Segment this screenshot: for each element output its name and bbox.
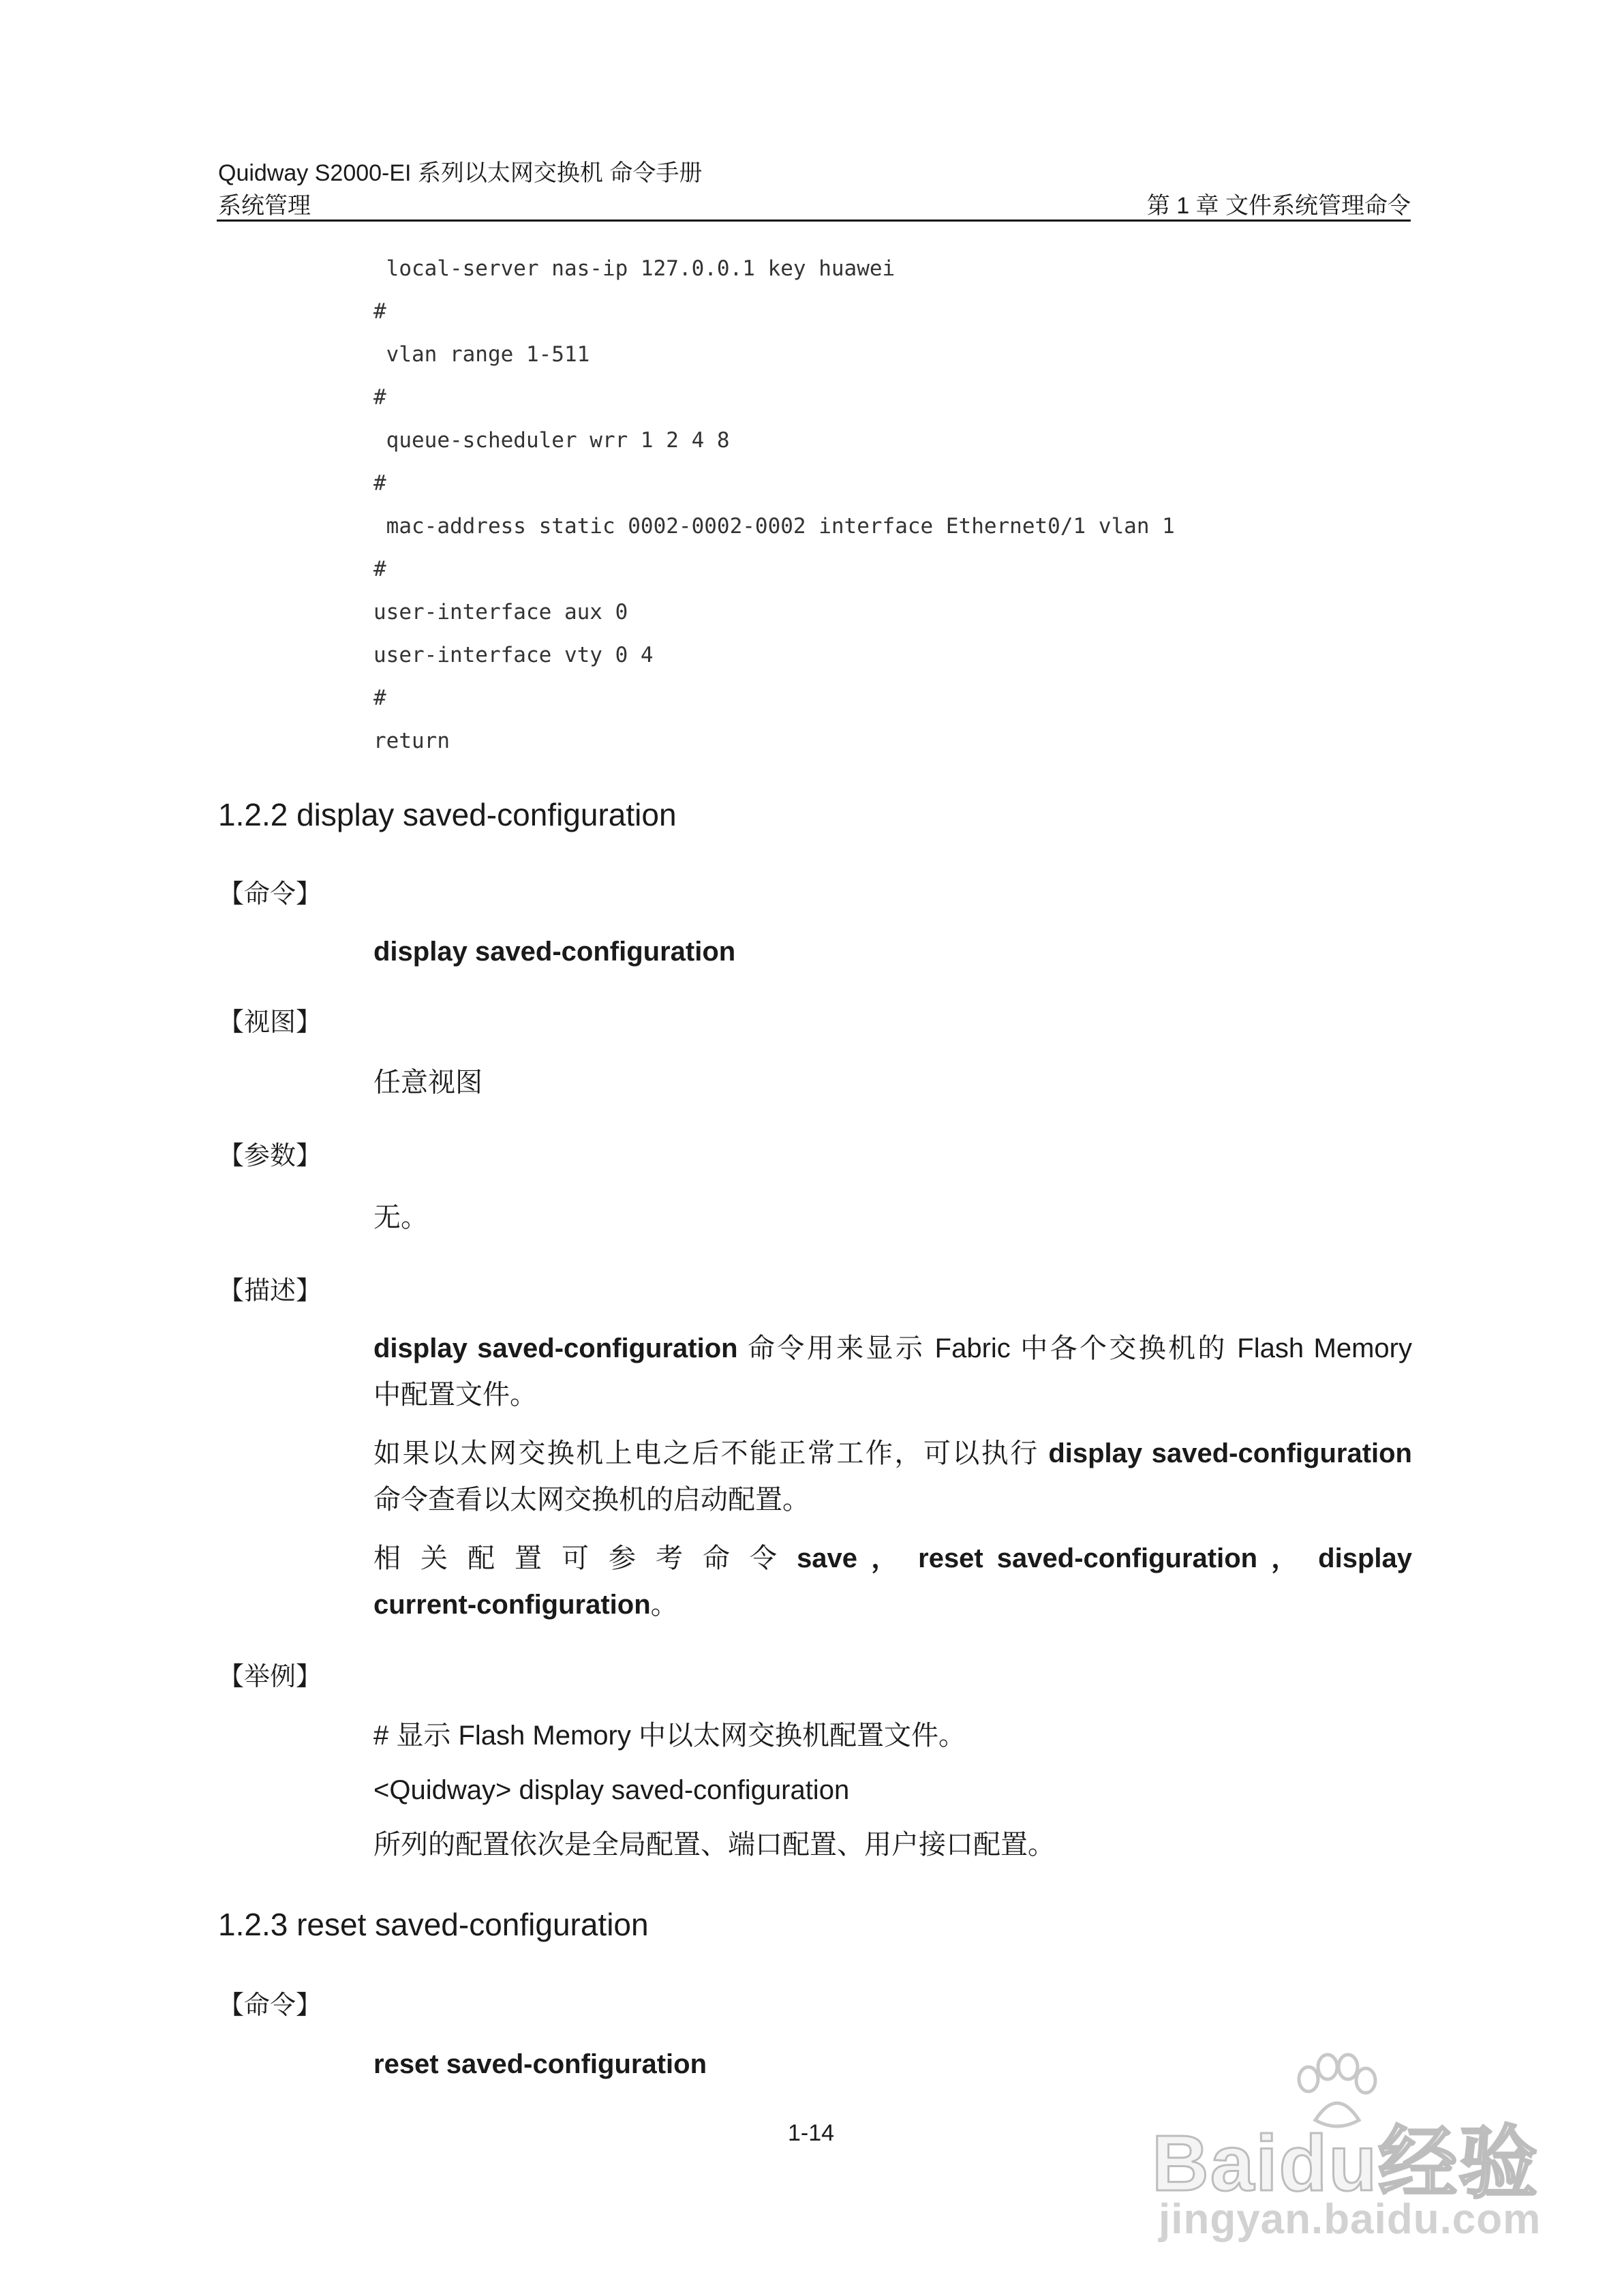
config-code-block — [373, 255, 1175, 770]
example-tag: 【举例】 — [218, 1663, 322, 1691]
header-chapter: 第 1 章 文件系统管理命令 — [1146, 193, 1411, 219]
code-line: return — [373, 729, 450, 753]
code-line: local-server nas-ip 127.0.0.1 key huawei — [373, 256, 896, 281]
param-text: 无。 — [373, 1203, 428, 1233]
code-line: vlan range 1-511 — [373, 342, 590, 367]
hash-mark: # — [373, 1721, 397, 1751]
view-tag: 【视图】 — [218, 1008, 322, 1037]
header-rule — [217, 220, 1411, 222]
example-line-1 — [373, 1712, 1412, 1759]
header-title: Quidway S2000-EI 系列以太网交换机 命令手册 — [218, 160, 703, 186]
code-line: user-interface vty 0 4 — [373, 643, 654, 667]
paragraph-text: 命令用来显示 Fabric 中各个交换机的 Flash Memory — [737, 1333, 1412, 1363]
header-subtitle: 系统管理 — [218, 193, 311, 219]
inline-command: display saved-configuration — [373, 1333, 738, 1363]
watermark-url: jingyan.baidu.com — [1159, 2196, 1542, 2243]
code-line: # — [373, 471, 386, 496]
view-text: 任意视图 — [373, 1068, 483, 1098]
description-paragraph-3 — [373, 1535, 1412, 1628]
code-line: queue-scheduler wrr 1 2 4 8 — [373, 428, 730, 453]
inline-command: current-configuration — [373, 1590, 651, 1620]
param-tag: 【参数】 — [218, 1142, 322, 1170]
separator: ， — [1257, 1543, 1319, 1573]
code-line: # — [373, 299, 386, 324]
section-heading-display-saved: 1.2.2 display saved-configuration — [218, 797, 677, 832]
inline-command: save — [797, 1543, 858, 1573]
section-heading-reset-saved: 1.2.3 reset saved-configuration — [218, 1907, 649, 1942]
code-line: # — [373, 385, 386, 410]
command-text: display saved-configuration — [373, 937, 736, 967]
example-line-2: <Quidway> display saved-configuration — [373, 1775, 850, 1805]
paragraph-text: 命令查看以太网交换机的启动配置。 — [373, 1485, 810, 1515]
command-tag: 【命令】 — [218, 880, 322, 909]
description-paragraph-1 — [373, 1325, 1412, 1418]
separator: ， — [857, 1543, 919, 1573]
inline-command: display — [1318, 1543, 1412, 1573]
code-line: mac-address static 0002-0002-0002 interface Ethernet0/1 vlan 1 — [373, 514, 1175, 539]
paragraph-text: 中配置文件。 — [373, 1380, 537, 1410]
paragraph-text: 相 关 配 置 可 参 考 命 令 — [373, 1543, 797, 1573]
command-tag: 【命令】 — [218, 1991, 322, 2020]
code-line: user-interface aux 0 — [373, 600, 628, 624]
baidu-watermark — [1152, 2052, 1561, 2256]
example-text: 显示 Flash Memory 中以太网交换机配置文件。 — [396, 1721, 966, 1751]
logo-part: 经验 — [1378, 2119, 1540, 2207]
paragraph-text: 。 — [650, 1590, 678, 1620]
code-line: # — [373, 686, 386, 710]
code-line: # — [373, 557, 386, 581]
description-paragraph-2 — [373, 1430, 1412, 1523]
inline-command: reset saved-configuration — [918, 1543, 1258, 1573]
logo-part: du — [1279, 2119, 1379, 2207]
command-text: reset saved-configuration — [373, 2049, 707, 2079]
inline-command: display saved-configuration — [1048, 1438, 1412, 1468]
description-tag: 【描述】 — [218, 1277, 322, 1305]
logo-part: Bai — [1152, 2119, 1279, 2207]
page-number: 1-14 — [787, 2120, 835, 2146]
example-line-3: 所列的配置依次是全局配置、端口配置、用户接口配置。 — [373, 1830, 1055, 1860]
paragraph-text: 如果以太网交换机上电之后不能正常工作，可以执行 — [373, 1438, 1049, 1468]
